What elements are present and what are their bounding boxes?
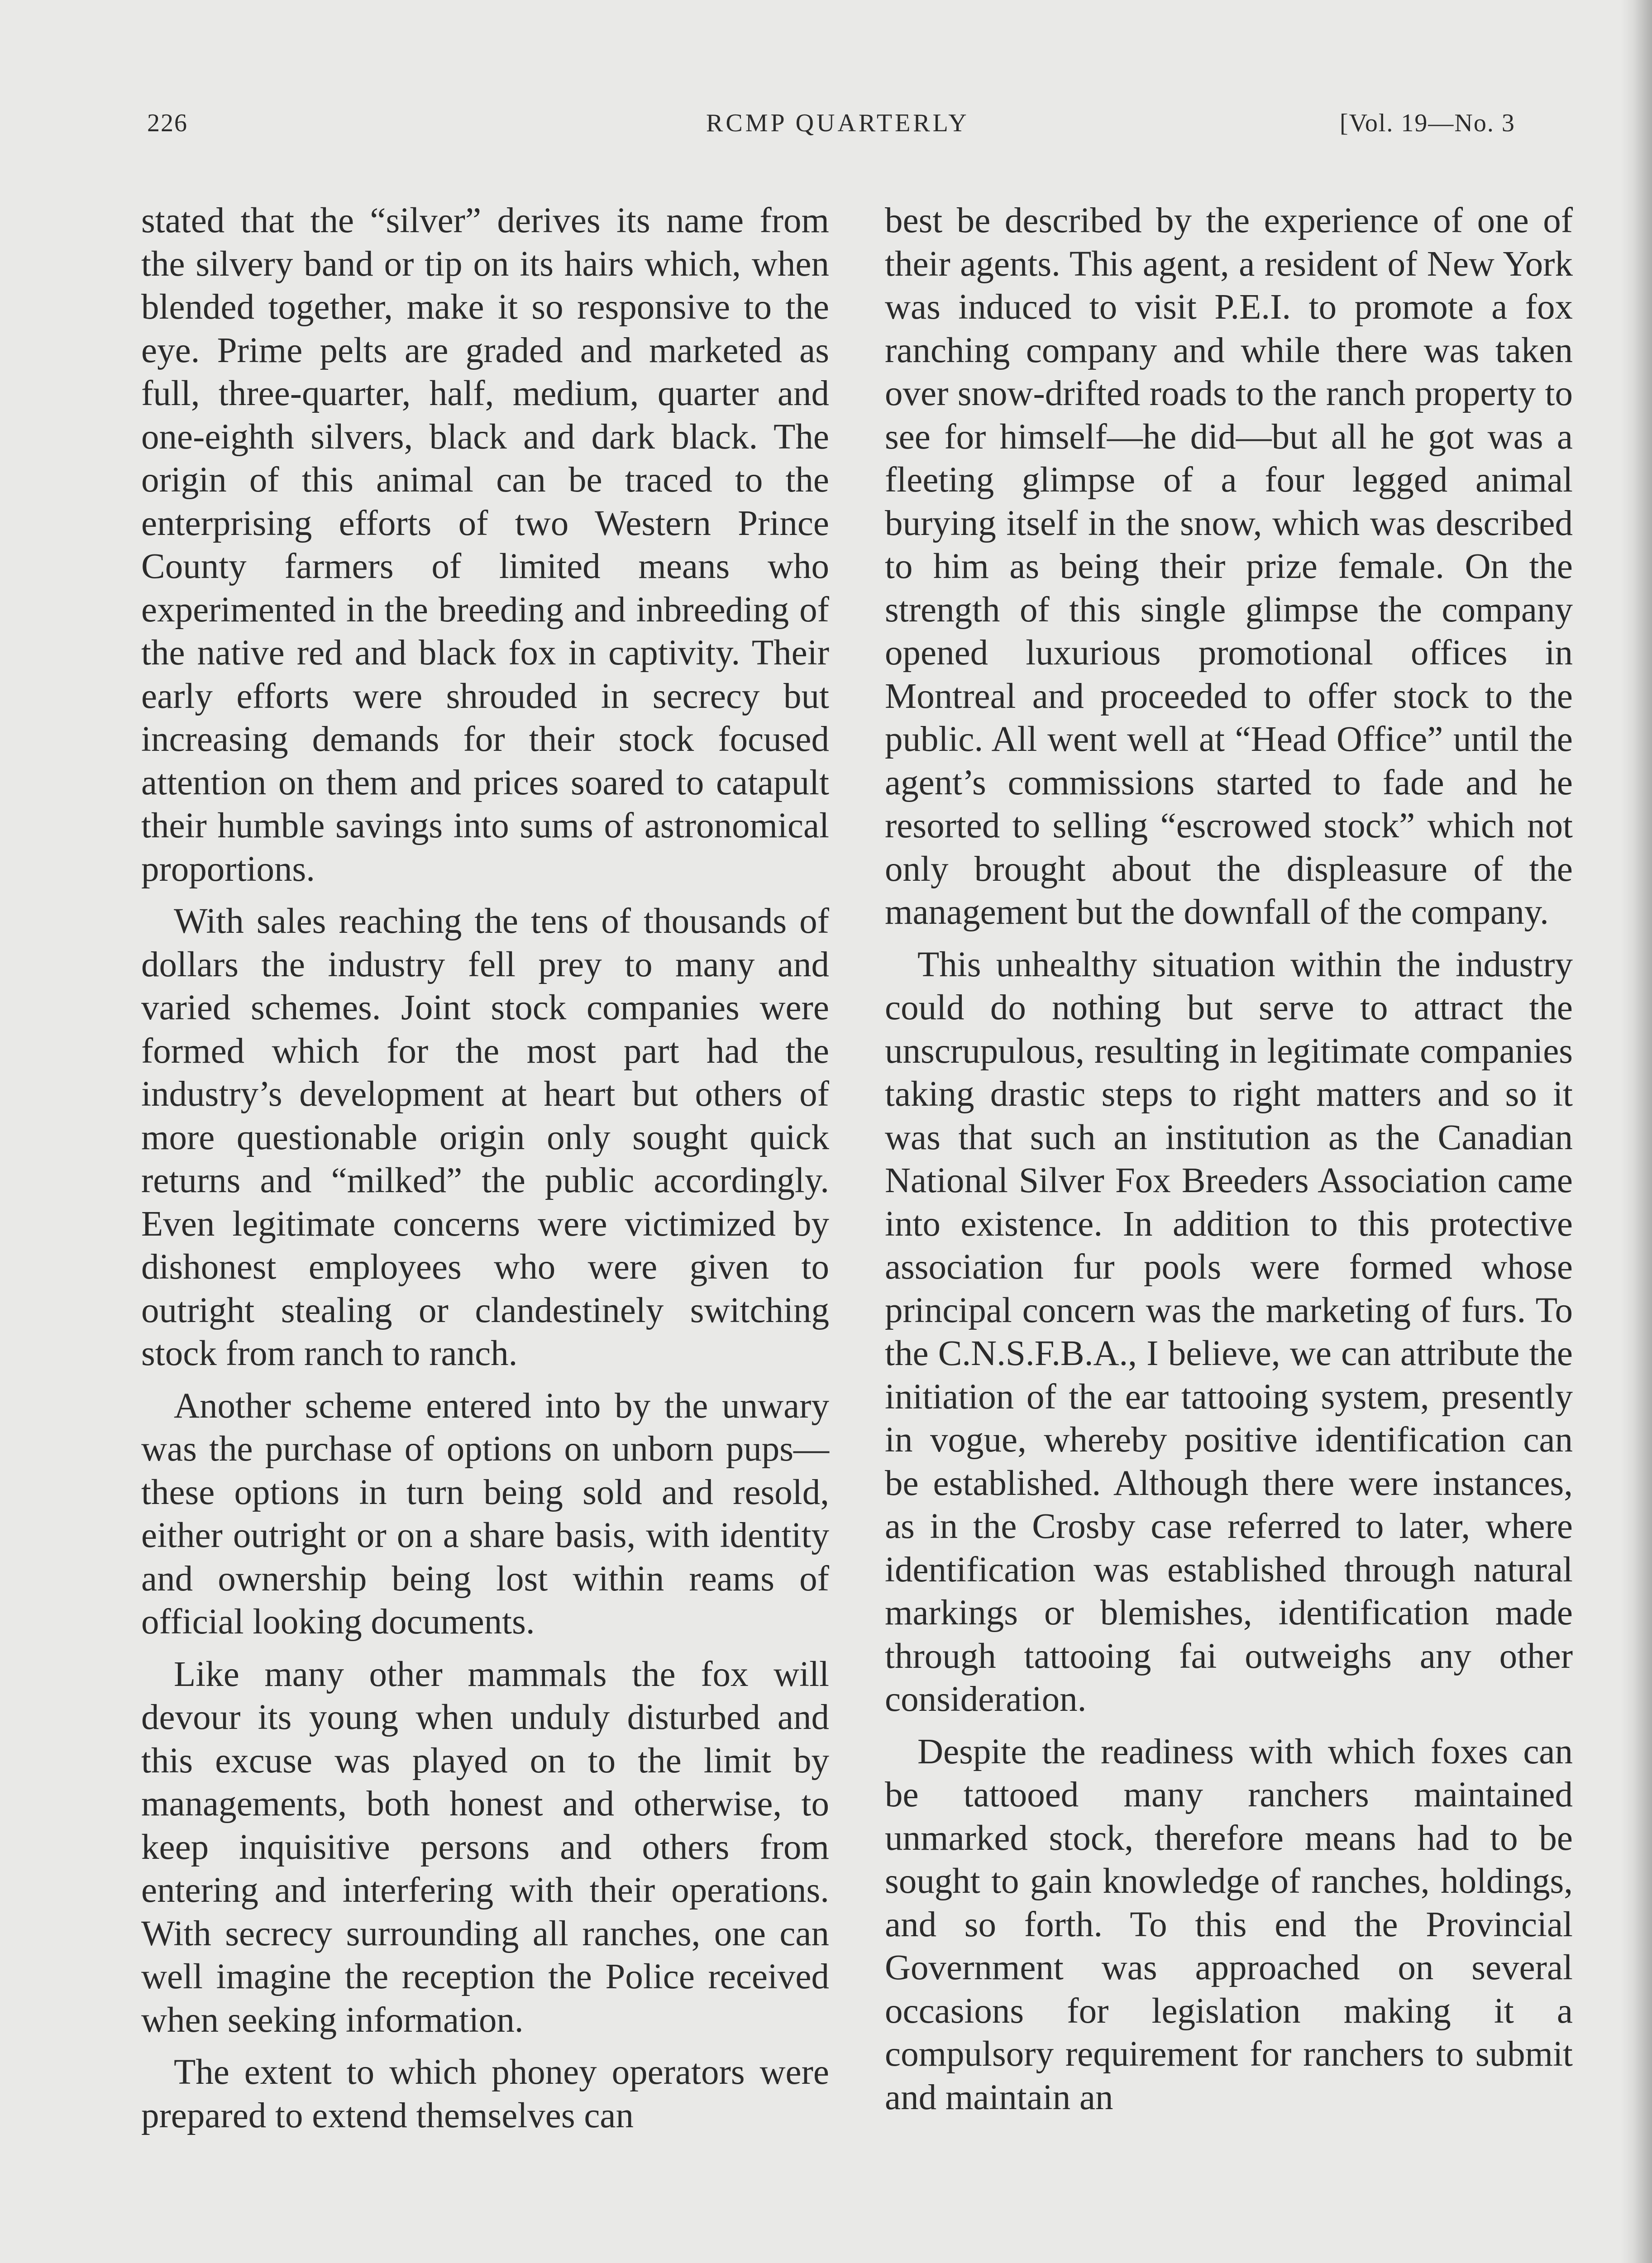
paragraph: best be described by the experience of one of their agents. This agent, a resident of New York was induced to visit P.E.I. to promote a fox ranching company and while there was taken over snow-drifted roads to the ranch property to see for himself—he did—but all he got was a fleeting glimpse of a four legged animal burying itself in the snow, which was described to him as being their prize female. On the strength of this single glimpse the company opened luxurious promotional offices in Montreal and proceeded to offer stock to the public. All went well at “Head Office” until the agent’s commissions started to fade and he resorted to selling “escrowed stock” which not only brought about the displeasure of the management but the downfall of the company.: [885, 201, 1573, 932]
right-column: [885, 199, 1573, 2119]
running-header: [0, 109, 1652, 145]
paragraph: This unhealthy situation within the industry could do nothing but serve to attract the unscrupulous, resulting in legitimate companies taking drastic steps to right matters and so it was that such an institution as the Canadian National Silver Fox Breeders Association came into existence. In addition to this protective association fur pools were formed whose principal concern was the marketing of furs. To the C.N.S.F.B.A., I believe, we can attribute the initiation of the ear tattooing system, presently in vogue, whereby positive identification can be established. Although there were instances, as in the Crosby case referred to later, where identification was established through natural markings or blemishes, identification made through tattooing fai outweighs any other consideration.: [885, 945, 1573, 1719]
journal-title: RCMP QUARTERLY: [706, 109, 969, 137]
paragraph: The extent to which phoney operators were prepared to extend themselves can: [141, 2053, 829, 2135]
paragraph: Like many other mammals the fox will devour its young when unduly disturbed and this excuse was played on to the limit by managements, both honest and otherwise, to keep inquisitive persons and others from entering and interfering with their operations. With secrecy surrounding all ranches, one can well imagine the reception the Police received when seeking information.: [141, 1654, 829, 2040]
paragraph: stated that the “silver” derives its name from the silvery band or tip on its hairs which, when blended together, make it so responsive to the eye. Prime pelts are graded and marketed as full, three-quarter, half, medium, quarter and one-eighth silvers, black and dark black. The origin of this animal can be traced to the enterprising efforts of two Western Prince County farmers of limited means who experimented in the breeding and inbreeding of the native red and black fox in captivity. Their early efforts were shrouded in secrecy but increasing demands for their stock focused attention on them and prices soared to catapult their humble savings into sums of astronomical proportions.: [141, 201, 829, 889]
paragraph: Despite the readiness with which foxes can be tattooed many ranchers maintained unmarked stock, therefore means had to be sought to gain knowledge of ranches, holdings, and so forth. To this end the Provincial Government was approached on several occasions for legislation making it a compulsory requirement for ranchers to submit and maintain an: [885, 1732, 1573, 2117]
page-spine-shadow: [1620, 0, 1652, 2263]
page-number: 226: [147, 109, 188, 137]
issue-label: [Vol. 19—No. 3: [1340, 109, 1515, 137]
paragraph: Another scheme entered into by the unwary was the purchase of options on unborn pups—these options in turn being sold and resold, either outright or on a share basis, with identity and ownership being lost within reams of official looking documents.: [141, 1386, 829, 1642]
paragraph: With sales reaching the tens of thousands of dollars the industry fell prey to many and varied schemes. Joint stock companies were formed which for the most part had the industry’s development at heart but others of more questionable origin only sought quick returns and “milked” the public accordingly. Even legitimate concerns were victimized by dishonest employees who were given to outright stealing or clandestinely switching stock from ranch to ranch.: [141, 902, 829, 1373]
left-column: [141, 199, 829, 2137]
